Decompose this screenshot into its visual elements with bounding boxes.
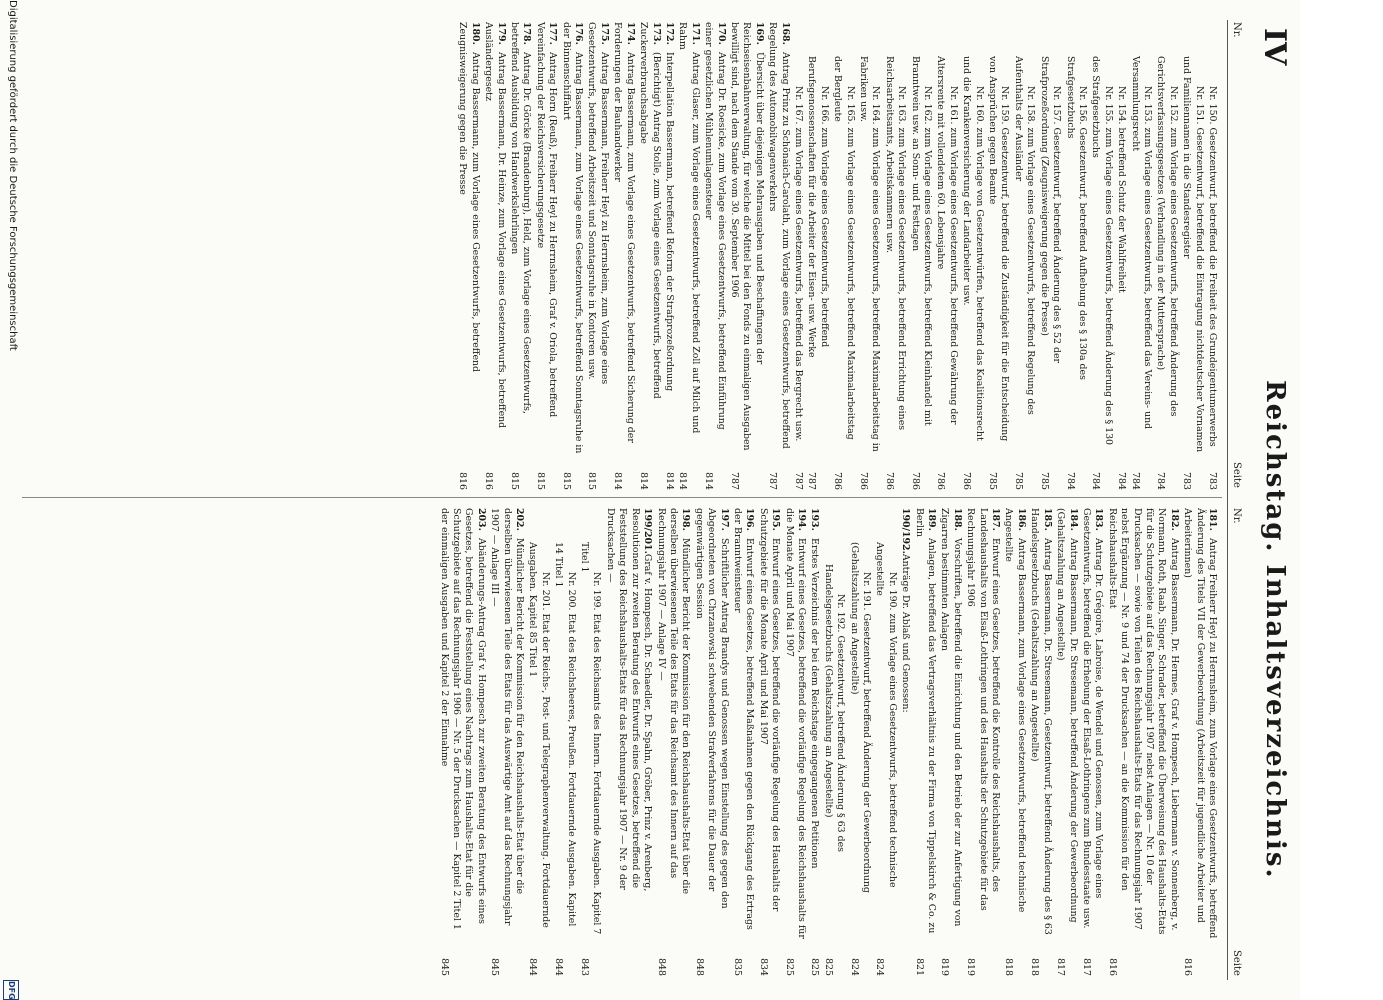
entry-number: 182. — [1168, 508, 1180, 531]
column-head-nr-left: Nr. — [1231, 22, 1242, 38]
entry-page: 814 — [677, 472, 689, 490]
entry-text: Nr. 155. zum Vorlage eines Gesetzentwurfs, betreffend Änderung des § 130 des Strafgesetzbuchs — [1090, 56, 1114, 446]
toc-entry — [526, 508, 551, 976]
entry-number: 194. — [796, 508, 807, 531]
entry-page: 787 — [728, 472, 740, 490]
entry-number: 203. — [475, 508, 487, 531]
toc-entry — [857, 22, 882, 490]
toc-entry — [585, 22, 610, 490]
entry-page: 844 — [553, 958, 565, 976]
entry-text: Nr. 152. zum Vorlage eines Gesetzentwurfs, betreffend Änderung des Gerichtsverfassungsgesetzes (Verhandlung in der Muttersprache) — [1155, 56, 1179, 417]
toc-entry — [559, 22, 584, 490]
entry-text: Übersicht über diejenigen Mehrausgaben und Beschaffungen der Reichseisenbahnverwaltung, für welche die Mittel bei den Fonds zu einmaligen Ausgaben bewilligt sind, nach dem Stande vom 30. September 1906 — [728, 22, 765, 451]
toc-entry — [805, 22, 830, 490]
entry-page: 816 — [1182, 958, 1194, 976]
entry-number: 174. — [624, 22, 636, 45]
entry-number: 170. — [715, 22, 727, 45]
page-header — [1228, 0, 1300, 1000]
toc-entry — [808, 508, 820, 976]
entry-text: Erstes Verzeichnis der bei dem Reichstage eingegangenen Petitionen — [809, 538, 821, 869]
page-number: IV — [1257, 28, 1292, 66]
entry-number: 195. — [770, 508, 782, 531]
entry-page: 844 — [527, 958, 539, 976]
entry-page: 816 — [1106, 958, 1118, 976]
toc-entry — [756, 508, 781, 976]
entry-text: Antrag Glaser, zum Vorlage eines Gesetzentwurfs, betreffend Zoll auf Milch und Rahm — [677, 22, 701, 434]
toc-entry — [1128, 22, 1153, 490]
entry-page: 815 — [586, 472, 598, 490]
entry-page: 824 — [848, 958, 860, 976]
entry-page: 819 — [939, 958, 951, 976]
entry-page: 783 — [1207, 472, 1218, 490]
entry-text: Interpellation Bassermann, betreffend Reform der Strafprozeßordnung — [663, 52, 675, 392]
entry-number: 189. — [926, 508, 938, 531]
toc-entry — [533, 22, 558, 490]
toc-entry — [1002, 508, 1027, 976]
entry-page: 824 — [874, 958, 886, 976]
entry-text: Entwurf eines Gesetzes, betreffend die Kontrolle des Reichshaushalts, des Landeshaushalts von Elsaß-Lothringen und des Haushalts der Schutzgebiete für das Rechnungsjahr 1906 — [965, 508, 1002, 911]
entry-page: 843 — [579, 958, 591, 976]
entry-page: 786 — [858, 472, 870, 490]
entry-number: 175. — [598, 22, 610, 45]
entry-page: 817 — [1055, 958, 1067, 976]
entry-text: Antrag Prinz zu Schönaich-Carolath, zum Vorlage eines Gesetzentwurfs, betreffend Regelung des Automobilwagenverkehrs — [767, 22, 791, 449]
entry-text: Nr. 165. zum Vorlage eines Gesetzentwurfs, betreffend Maximalarbeitstag der Bergleute — [832, 56, 856, 440]
entry-page: 825 — [783, 958, 795, 976]
entry-number: 196. — [744, 508, 756, 531]
entry-text: Nr. 158. zum Vorlage eines Gesetzentwurfs, betreffend Regelung des Aufenthalts der Ausländer — [1012, 56, 1037, 415]
toc-entry — [578, 508, 603, 976]
entry-page: 818 — [1003, 958, 1015, 976]
running-title: Reichstag. Inhaltsverzeichnis. — [1260, 380, 1290, 880]
entry-text: Nr. 164. zum Vorlage eines Gesetzentwurfs, betreffend Maximalarbeitstag in Fabriken usw. — [858, 56, 882, 452]
toc-entry — [1028, 508, 1053, 976]
entry-text: Nr. 192. Gesetzentwurf, betreffend Änderung § 63 des Handelsgesetzbuchs (Gehaltszahlung an Angestellte) — [822, 564, 847, 852]
toc-entry — [508, 22, 533, 490]
entry-text: Nr. 163. zum Vorlage eines Gesetzentwurfs, betreffend Errichtung eines Reichsarbeitsamts, Arbeitskammern usw. — [883, 56, 908, 431]
column-head-nr-right: Nr. — [1231, 508, 1242, 524]
entry-number: 180. — [469, 22, 481, 45]
toc-entry — [637, 22, 662, 490]
entry-text: Antrag Bassermann, Dr. Heinze, zum Vorlage eines Gesetzentwurfs, betreffend Ausländergesetz — [483, 22, 507, 429]
entry-page: 845 — [489, 958, 501, 976]
entry-page: 784 — [1116, 472, 1128, 490]
entry-number: 187. — [990, 508, 1002, 531]
entry-page: 785 — [1012, 472, 1024, 490]
entry-number: 172. — [663, 22, 675, 45]
entry-page: 815 — [560, 472, 572, 490]
toc-entry — [1154, 22, 1179, 490]
entry-text: Vorschriften, betreffend die Einrichtung und den Betrieb der zur Anfertigung von Zigarren bestimmten Anlagen — [939, 508, 963, 927]
toc-entry — [731, 508, 756, 976]
entry-page: 786 — [883, 472, 895, 490]
entry-text: Nr. 191. Gesetzentwurf, betreffend Änderung der Gewerbeordnung (Gehaltszahlung an Angestellte) — [848, 542, 873, 893]
toc-entry — [456, 22, 481, 490]
entry-number: 183. — [1093, 508, 1105, 531]
toc-entry — [938, 508, 963, 976]
entry-number: 188. — [951, 508, 963, 531]
toc-entry — [821, 508, 846, 976]
entry-page: 819 — [965, 958, 977, 976]
entry-page: 787 — [767, 472, 779, 490]
entry-text: (Berichtigt) Antrag Stolle, zum Vorlage eines Gesetzentwurfs, betreffend Zuckerverbrauchsabgabe — [638, 22, 662, 399]
toc-entry — [964, 508, 1001, 976]
entry-text: Nr. 190. zum Vorlage eines Gesetzentwurfs, betreffend technische Angestellte — [874, 542, 898, 888]
toc-entry — [934, 22, 959, 490]
entry-page: 814 — [703, 472, 715, 490]
toc-entry — [1012, 22, 1037, 490]
entry-number: 197. — [718, 508, 730, 531]
entry-page: 817 — [1080, 958, 1092, 976]
entry-number: 193. — [809, 508, 821, 531]
toc-entry — [1105, 508, 1179, 976]
entry-text: Nr. 201. Etat der Reichs-, Post- und Telegraphenverwaltung. Fortdauernde Ausgaben. Kapitel 85 Titel 1 — [527, 542, 551, 928]
entry-number: 173. — [650, 22, 662, 45]
entry-text: Antrag Dr. Roesicke, zum Vorlage eines Gesetzentwurfs, betreffend Einführung einer gesetzlichen Mühlenumlagensteuer — [703, 22, 727, 430]
entry-number: 198. — [680, 508, 692, 531]
toc-entry — [1180, 22, 1205, 490]
entry-text: Antrag Bassermann, Dr. Stresemann, Gesetzentwurf, betreffend Änderung des § 63 Handelsgesetzbuchs (Gehaltszahlung an Angestellte) — [1029, 508, 1053, 935]
entry-page: 814 — [612, 472, 624, 490]
entry-text: Antrag Horn (Reuß), Freiherr Heyl zu Herrnsheim, Graf v. Oriola, betreffend Vereinfachung der Reichsversicherungsgesetze — [534, 22, 559, 418]
entry-page: 786 — [935, 472, 947, 490]
entry-text: Nr. 162. zum Vorlage eines Gesetzentwurfs, betreffend Kleinhandel mit Branntwein usw. an Sonn- und Festtagen — [909, 56, 934, 426]
entry-page: 818 — [1029, 958, 1041, 976]
entry-text: Antrag Bassermann, Dr. Stresemann, betreffend Änderung der Gewerbeordnung (Gehaltszahlung an Angestellte) — [1055, 508, 1079, 923]
column-head-seite-right: Seite — [1231, 950, 1242, 976]
entry-text: Anlagen, betreffend das Vertragsverhältnis zu der Firma von Tippelskirch & Co. zu Berlin — [913, 508, 938, 934]
entry-text: Antrag Bassermann, Dr. Hermes, Graf v. Hompesch, Liebermann v. Sonnenberg, v. Normann, Roth, Raab, Singer, Schrader, betreffend die Überweisung des Haushalts-Etats für die Schutzgebiete auf das Rechnungsjahr 1907 nebst Anlagen — Nr. 10 der Drucksachen — sowie von Teilen des Reichshaushalts-Etats für das Rechnungsjahr 1907 nebst Ergänzung — Nr. 9 und 74 der Drucksachen — an die Kommission für den Reichshaushalts-Etat — [1106, 508, 1180, 935]
entry-text: Anträge Dr. Ablaß und Genossen: — [900, 553, 912, 713]
toc-entry — [663, 22, 675, 490]
entry-text: Nr. 150. Gesetzentwurf, betreffend die Freiheit des Grundeigentumerwerbs — [1207, 86, 1218, 447]
entry-page: 816 — [457, 472, 469, 490]
entry-page: 816 — [483, 472, 495, 490]
entry-number: 168. — [779, 22, 791, 45]
toc-entry — [986, 22, 1011, 490]
entry-page: 784 — [1129, 472, 1141, 490]
toc-entry — [960, 22, 985, 490]
toc-entry — [676, 22, 701, 490]
entry-page: 825 — [822, 958, 834, 976]
entry-page: 834 — [757, 958, 769, 976]
toc-entry — [604, 508, 654, 976]
toc-entry — [782, 508, 807, 976]
entry-text: Antrag Bassermann, zum Vorlage eines Gesetzentwurfs, betreffend Zeugnisweigerung gegen die Presse — [457, 22, 481, 373]
entry-text: Antrag Bassermann, zum Vorlage eines Gesetzentwurfs, betreffend technische Angestellte — [1003, 508, 1027, 913]
toc-entry — [882, 22, 907, 490]
entry-text: Antrag Dr. Görcke (Brandenburg), Held, zum Vorlage eines Gesetzentwurfs, betreffend Ausbildung von Handwerkslehrlingen — [509, 22, 533, 414]
entry-page: 845 — [438, 958, 450, 976]
entry-text: Nr. 159. Gesetzentwurf, betreffend die Zuständigkeit für die Entscheidung von Ansprüchen gegen Beamte — [987, 56, 1011, 442]
entry-text: Abänderungs-Antrag Graf v. Hompesch zur zweiten Beratung des Entwurfs eines Gesetzes, betreffend die Feststellung eines Nachtrags zum Haushalts-Etat für die Schutzgebiete auf das Rechnungsjahr 1906 — Nr. 5 der Drucksachen — Kapitel 2 Titel 1 der einmaligen Ausgaben und Kapitel 2 der Einnahme — [438, 508, 487, 930]
entry-page: 835 — [731, 958, 743, 976]
entry-page: 784 — [1090, 472, 1102, 490]
entry-text: Nr. 154. betreffend Schutz der Wahlfreiheit — [1116, 86, 1128, 293]
entry-number: 199/201. — [642, 508, 654, 554]
entry-page: 786 — [832, 472, 844, 490]
entry-text: Entwurf eines Gesetzes, betreffend die vorläufige Regelung des Reichshaushalts für die Monate April und Mai 1907 — [783, 508, 807, 939]
entry-text: Antrag Bassermann, zum Vorlage eines Gesetzentwurfs, betreffend Sonntagsruhe in der Binnenschiffahrt — [560, 22, 585, 454]
entry-page: 814 — [663, 472, 675, 490]
entry-text: Antrag Bassermann, Freiherr Heyl zu Herrnsheim, zum Vorlage eines Gesetzentwurfs, betreffend Arbeitszeit und Sonntagsruhe in Kontoren usw. — [586, 22, 610, 385]
entry-page: 786 — [961, 472, 973, 490]
entry-text: Nr. 156. Gesetzentwurf, betreffend Aufhebung des § 130a des Strafgesetzbuchs — [1064, 56, 1088, 380]
entry-text: Nr. 200. Etat des Reichsheeres, Preußen. Fortdauernde Ausgaben. Kapitel 14 Titel 1 — [553, 542, 577, 927]
entry-text: Entwurf eines Gesetzes, betreffend Maßnahmen gegen den Rückgang des Ertrags der Branntweinsteuer — [731, 508, 756, 930]
entry-text: Nr. 167. zum Vorlage eines Gesetzentwurfs, betreffend das Bergrecht usw. — [793, 86, 804, 442]
entry-page: 787 — [806, 472, 818, 490]
entry-text: Nr. 199. Etat des Reichsamts des Innern. Fortdauernde Ausgaben. Kapitel 7 Titel 1 — [579, 542, 603, 935]
toc-entry — [792, 22, 804, 490]
entry-text: Nr. 160. zum Vorlage von Gesetzentwürfen, betreffend das Koalitionsrecht und die Krankenversicherung der Landarbeiter usw. — [961, 56, 985, 441]
toc-entry — [908, 22, 933, 490]
toc-entry — [702, 22, 727, 490]
toc-entry — [482, 22, 507, 490]
entry-number: 181. — [1207, 508, 1218, 531]
toc-entry — [1089, 22, 1114, 490]
entry-text: Antrag Bassermann, zum Vorlage eines Gesetzentwurfs, betreffend Sicherung der Forderungen der Bauhandwerker — [612, 22, 636, 443]
toc-entry — [831, 22, 856, 490]
page-footer — [0, 0, 20, 1000]
left-column — [455, 22, 1218, 490]
entry-text: Schriftlicher Antrag Brandys und Genossen wegen Einstellung des gegen den Abgeordneten von Chrzanowski schwebenden Strafverfahrens für die Dauer der gegenwärtigen Session — [693, 508, 730, 909]
entry-number: 186. — [1015, 508, 1027, 531]
entry-number: 190/192. — [900, 508, 912, 554]
entry-text: Nr. 153. zum Vorlage eines Gesetzentwurfs, betreffend das Vereins- und Versammlungsrecht — [1129, 56, 1153, 430]
entry-text: Nr. 161. zum Vorlage eines Gesetzentwurfs, betreffend Gewährung der Altersrente mit vollendetem 60. Lebensjahre — [935, 56, 959, 425]
entry-number: 184. — [1067, 508, 1079, 531]
entry-text: Antrag Dr. Grégoire, Labroise, de Wendel und Genossen, zum Vorlage eines Gesetzentwurfs, betreffend die Erhebung der Elsaß-Lothringens zum Bundesstaate usw. — [1080, 508, 1105, 929]
toc-entry — [847, 508, 872, 976]
entry-page: 825 — [809, 958, 821, 976]
entry-text: Mündlicher Bericht der Kommission für den Reichshaushalts-Etat über die derselben überwiesenen Teile des Etats für das Auswärtige Amt auf das Rechnungsjahr 1907 — Anlage III — — [489, 508, 526, 926]
entry-number: 185. — [1041, 508, 1053, 531]
entry-page: 848 — [693, 958, 705, 976]
entry-text: Mündlicher Bericht der Kommission für den Reichshaushalts-Etat über die derselben überwiesenen Teile des Etats für das Reichsamt des Innern auf das Rechnungsjahr 1907 — Anlage IV — — [655, 508, 692, 895]
header-rule — [1227, 20, 1228, 980]
toc-entry — [766, 22, 791, 490]
entry-number: 202. — [514, 508, 526, 531]
entry-number: 176. — [573, 22, 585, 45]
entry-text: Graf v. Hompesch, Dr. Schaedler, Dr. Spahn, Gröber, Prinz v. Arenberg, Resolutionen zur zweiten Beratung des Entwurfs eines Gesetzes, betreffend die Feststellung des Reichshaushalts-Etats für das Rechnungsjahr 1907 — Nr. 9 der Drucksachen — — [604, 508, 654, 892]
dfg-logo: DFG — [3, 980, 19, 1000]
toc-entry — [437, 508, 487, 976]
entry-page: 848 — [655, 958, 667, 976]
entry-page: 786 — [909, 472, 921, 490]
entry-page: 814 — [638, 472, 650, 490]
toc-entry — [1181, 508, 1218, 976]
toc-entry — [654, 508, 691, 976]
entry-number: 171. — [689, 22, 701, 45]
entry-page: 785 — [987, 472, 999, 490]
entry-number: 179. — [495, 22, 507, 45]
entry-page: 783 — [1181, 472, 1193, 490]
toc-entry — [728, 22, 765, 490]
column-head-seite-left: Seite — [1231, 462, 1242, 488]
toc-entry — [1037, 22, 1062, 490]
toc-entry — [873, 508, 898, 976]
entry-text: Nr. 151. Gesetzentwurf, betreffend die Eintragung nichtdeutscher Vornamen und Familiennamen in die Standesregister — [1181, 56, 1205, 453]
entry-page: 784 — [1155, 472, 1167, 490]
toc-entry — [1063, 22, 1088, 490]
entry-text: Nr. 157. Gesetzentwurf, betreffend Änderung des § 52 der Strafprozeßordnung (Zeugnisweigerung gegen die Presse) — [1038, 56, 1063, 363]
toc-entry — [912, 508, 937, 976]
entry-page: 785 — [1038, 472, 1050, 490]
toc-entry — [1206, 22, 1218, 490]
entry-page: 784 — [1064, 472, 1076, 490]
column-divider — [22, 497, 1222, 498]
entry-page: 815 — [509, 472, 521, 490]
toc-entry — [1080, 508, 1105, 976]
entry-page: 815 — [534, 472, 546, 490]
toc-entry — [488, 508, 525, 976]
toc-entry — [611, 22, 636, 490]
entry-number: 177. — [547, 22, 559, 45]
toc-entry — [1115, 22, 1127, 490]
toc-entry — [1054, 508, 1079, 976]
toc-entry — [899, 508, 911, 976]
entry-number: 169. — [753, 22, 765, 45]
entry-number: 178. — [521, 22, 533, 45]
right-column — [436, 508, 1218, 976]
footer-credit: Digitalisierung gefördert durch die Deutsche Forschungsgemeinschaft — [7, 0, 18, 351]
entry-text: Entwurf eines Gesetzes, betreffend die vorläufige Regelung des Haushalts der Schutzgebiete für die Monate April und Mai 1907 — [757, 508, 782, 912]
entry-page: 787 — [793, 472, 804, 490]
toc-entry — [692, 508, 729, 976]
toc-entry — [552, 508, 577, 976]
entry-text: Nr. 166. zum Vorlage eines Gesetzentwurfs, betreffend Berufsgenossenschaften für die Arbeiter der Eisen- usw. Werke — [806, 56, 830, 358]
entry-page: 821 — [913, 958, 925, 976]
entry-text: Antrag Freiherr Heyl zu Herrnsheim, zum Vorlage eines Gesetzentwurfs, betreffend Änderung des Titels VII der Gewerbeordnung (Arbeitszeit für jugendliche Arbeiter und Arbeiterinnen) — [1182, 508, 1218, 939]
